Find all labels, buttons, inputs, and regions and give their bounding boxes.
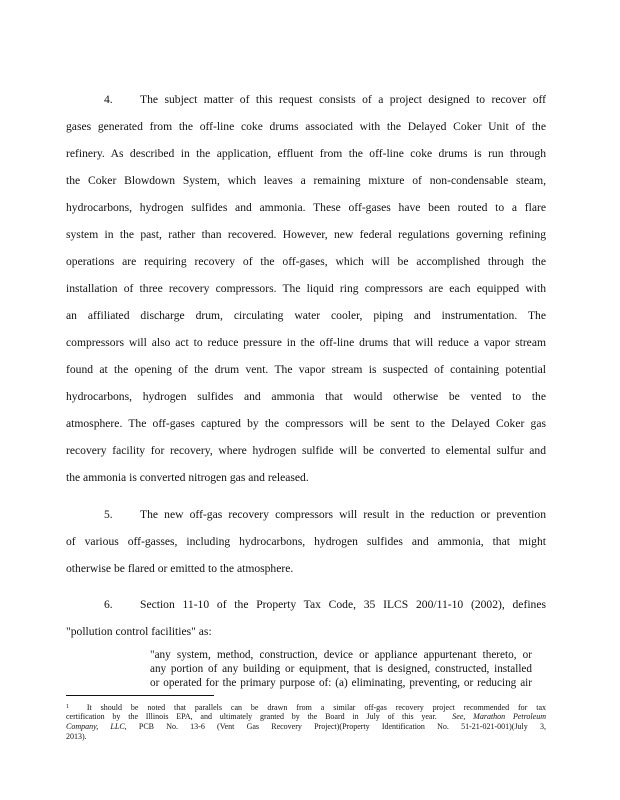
footnote-line-2 [66,712,546,722]
paragraph-4-line-7: operations are requiring recovery of the off-gases, which will be accomplished through the [66,255,546,268]
paragraph-4-line-2: gases generated from the off-line coke drums associated with the Delayed Coker Unit of the [66,120,546,133]
paragraph-4-line-4: the Coker Blowdown System, which leaves a remaining mixture of non-condensable steam, [66,174,546,187]
footnote-text-2: certification by the Illinois EPA, and ultimately granted by the Board in July of this year. [66,712,437,721]
blockquote-line-3: or operated for the primary purpose of: (a) eliminating, preventing, or reducing air [150,677,532,689]
footnote-line-4: 2013). [66,732,87,741]
paragraph-5-line-3: otherwise be flared or emitted to the atmosphere. [66,562,294,575]
footnote-text-1: It should be noted that parallels can be drawn from a similar off-gas recovery project recommended for tax [86,703,546,712]
footnote-case-company: Company, LLC [66,722,125,731]
paragraph-4-line-8: installation of three recovery compressors. The liquid ring compressors are each equipped with [66,282,546,295]
paragraph-4-line-12: hydrocarbons, hydrogen sulfides and ammonia that would otherwise be vented to the [66,390,546,403]
paragraph-5-line-1: The new off-gas recovery compressors will result in the reduction or prevention [140,508,546,521]
paragraph-4-line-11: found at the opening of the drum vent. The vapor stream is suspected of containing potential [66,363,546,376]
paragraph-4-line-15: the ammonia is converted nitrogen gas and released. [66,471,309,484]
paragraph-4-line-3: refinery. As described in the application, effluent from the off-line coke drums is run through [66,147,546,160]
paragraph-4-line-9: an affiliated discharge drum, circulating water cooler, piping and instrumentation. The [66,309,546,322]
blockquote-line-2: any portion of any building or equipment, that is designed, constructed, installed [150,663,532,675]
footnote-marker: 1 [66,704,69,710]
paragraph-4-line-5: hydrocarbons, hydrogen sulfides and ammonia. These off-gases have been routed to a flare [66,201,546,214]
paragraph-5-number: 5. [104,508,113,521]
blockquote-line-1: "any system, method, construction, device or appliance appurtenant thereto, or [150,649,532,661]
footnote-line-3 [66,722,546,732]
footnote-separator [66,695,214,696]
footnote-text-3: , PCB No. 13-6 (Vent Gas Recovery Project)(Property Identification No. 51-21-021-001)(July 3, [124,722,546,731]
paragraph-4-line-6: system in the past, rather than recovered. However, new federal regulations governing refining [66,228,546,241]
paragraph-6-number: 6. [104,598,113,611]
paragraph-4-line-13: atmosphere. The off-gases captured by the compressors will be sent to the Delayed Coker gas [66,417,546,430]
paragraph-6-line-2: "pollution control facilities" as: [66,625,212,638]
paragraph-4-number: 4. [104,93,113,106]
paragraph-4-line-14: recovery facility for recovery, where hydrogen sulfide will be converted to elemental sulfur and [66,444,546,457]
paragraph-5-line-2: of various off-gasses, including hydrocarbons, hydrogen sulfides and ammonia, that might [66,535,546,548]
paragraph-6-line-1: Section 11-10 of the Property Tax Code, 35 ILCS 200/11-10 (2002), defines [140,598,546,611]
paragraph-4-line-1: The subject matter of this request consists of a project designed to recover off [140,93,546,106]
paragraph-4-line-10: compressors will also act to reduce pressure in the off-line drums that will reduce a vapor stream [66,336,546,349]
footnote-case-name: See, Marathon Petroleum [452,712,546,721]
